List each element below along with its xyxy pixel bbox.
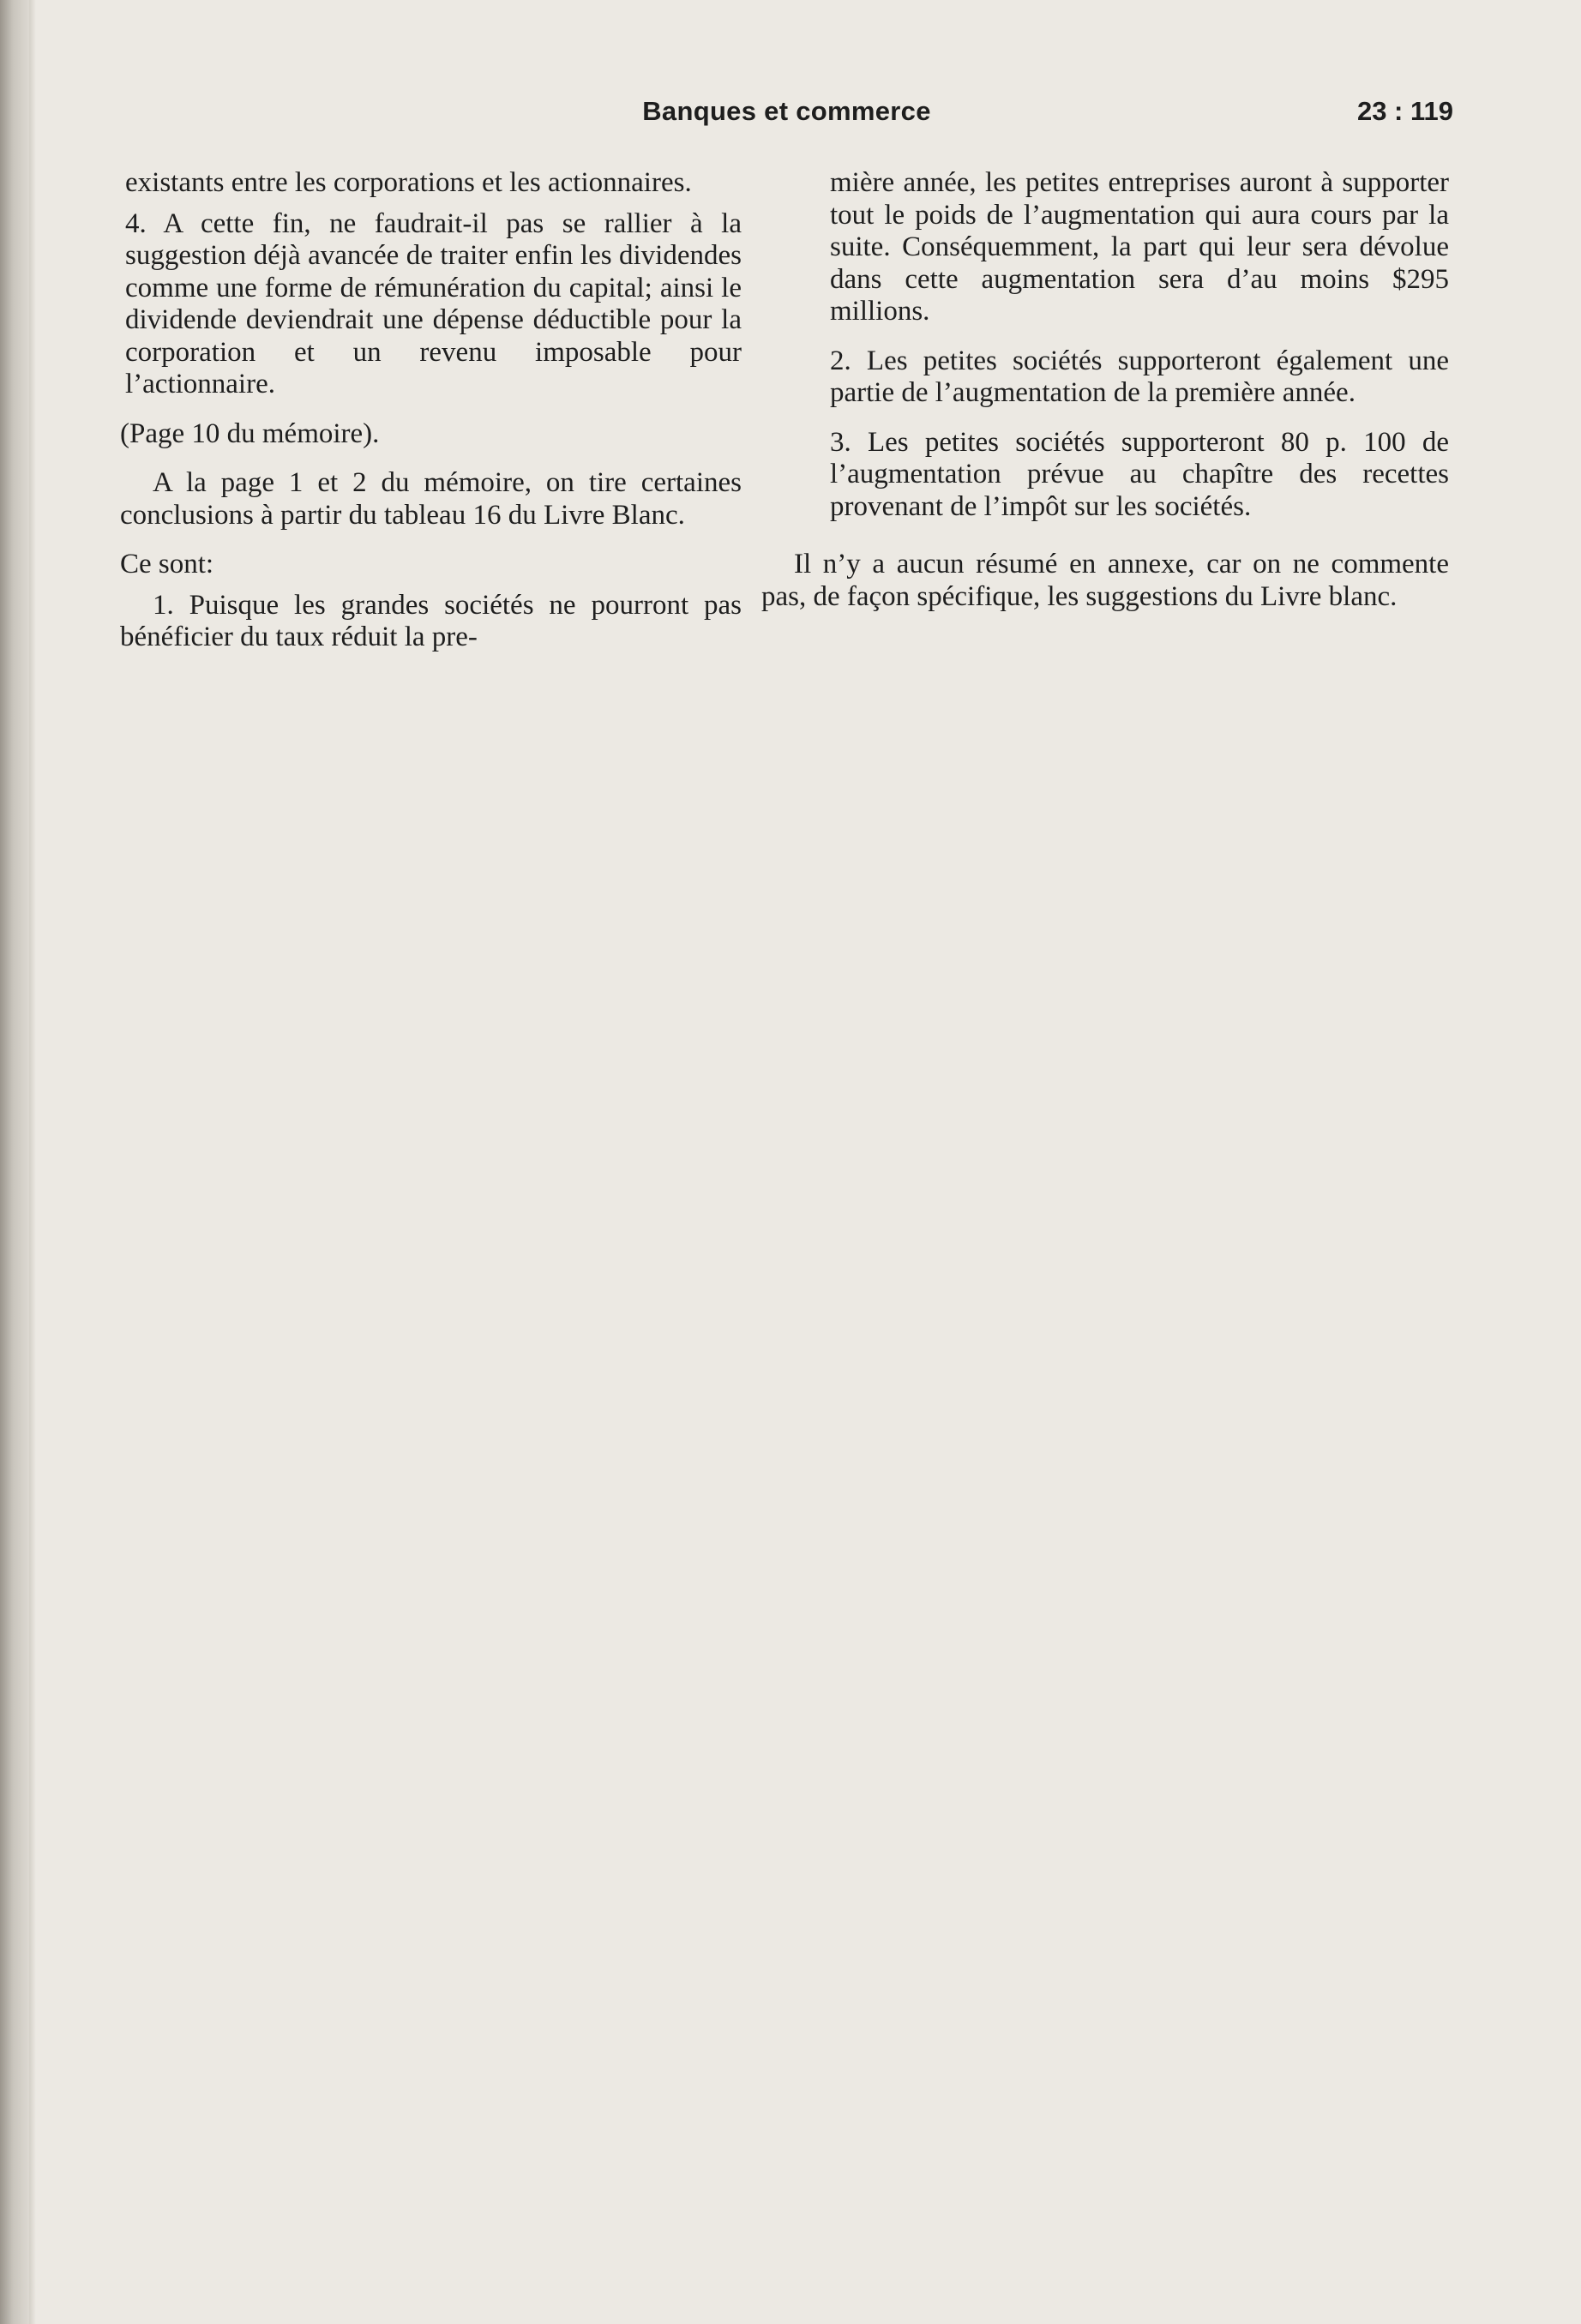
paragraph-continued: mière année, les petites entreprises auront à supporter tout le poids de l’augmentation qui aura cours par la suite. Conséquemment, la part qui leur sera dévolue dans cette augmentation sera d’au moins $295 millions. <box>830 167 1449 327</box>
paragraph-point-1: 1. Puisque les grandes sociétés ne pourront pas bénéficier du taux réduit la pre- <box>120 589 742 652</box>
paragraph-ce-sont: Ce sont: <box>120 549 214 579</box>
page-header <box>120 96 1453 139</box>
paragraph-point-2: 2. Les petites sociétés supporteront également une partie de l’augmentation de la première année. <box>830 345 1449 408</box>
book-spine-shadow <box>0 0 29 2324</box>
paragraph-page-ref: (Page 10 du mémoire). <box>120 417 380 449</box>
page-gutter <box>29 0 36 2324</box>
page-number: 23 : 119 <box>1356 96 1453 126</box>
paragraph-point-3: 3. Les petites sociétés supporteront 80 p. 100 de l’augmentation prévue au chapître des recettes provenant de l’impôt sur les sociétés. <box>830 426 1449 522</box>
paragraph-point-4: 4. A cette fin, ne faudrait-il pas se rallier à la suggestion déjà avancée de traiter enfin les dividendes comme une forme de rémunération du capital; ainsi le dividende deviendrait une dépense déductible pour la corporation et un revenu imposable pour l’actionnaire. <box>125 207 742 399</box>
right-column <box>761 167 1449 613</box>
paragraph-continuation: existants entre les corporations et les actionnaires. <box>125 167 692 198</box>
paragraph-conclusions: A la page 1 et 2 du mémoire, on tire certaines conclusions à partir du tableau 16 du Livre Blanc. <box>120 467 742 531</box>
paragraph-summary-note: Il n’y a aucun résumé en annexe, car on ne commente pas, de façon spécifique, les suggestions du Livre blanc. <box>761 549 1449 612</box>
left-column <box>120 167 742 654</box>
running-title: Banques et commerce <box>642 96 931 126</box>
